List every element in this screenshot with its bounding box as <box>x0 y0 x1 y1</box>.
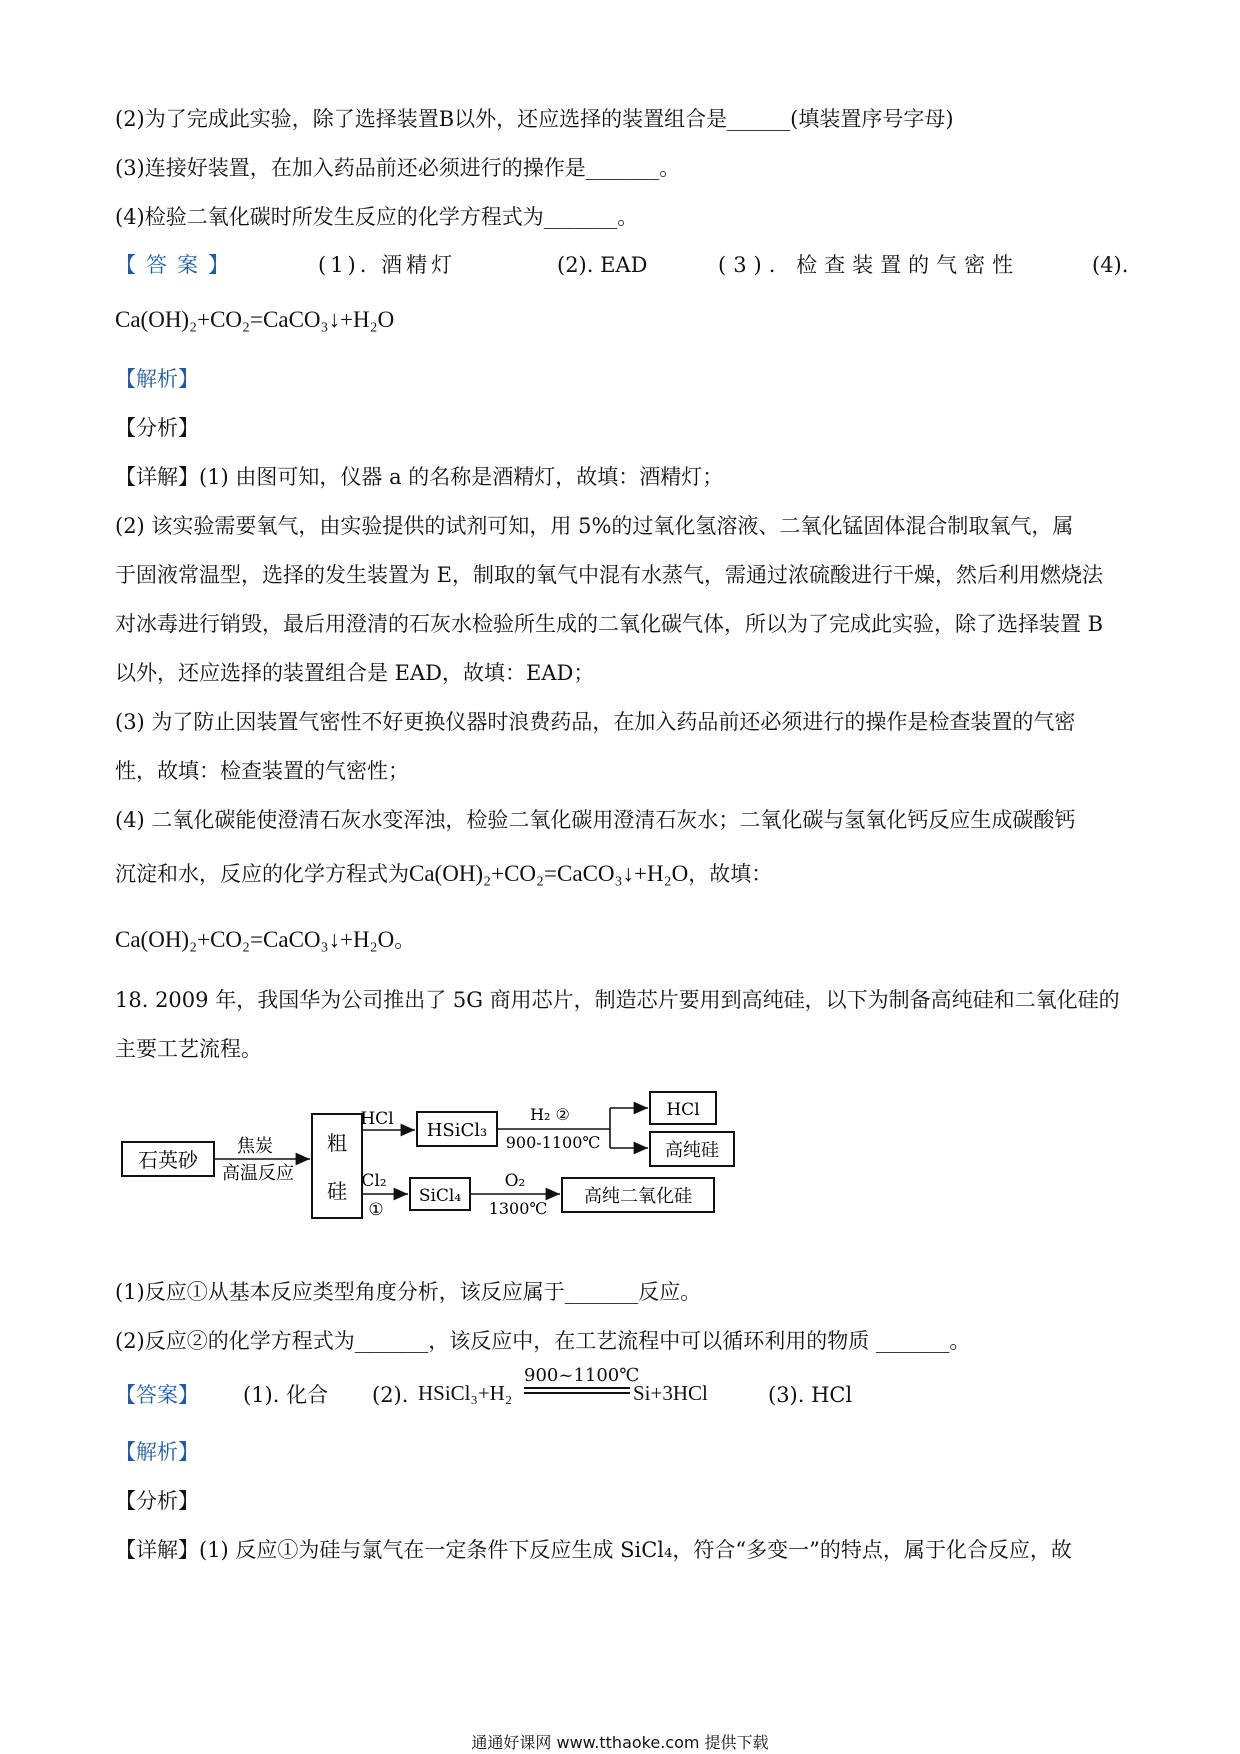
q17-detail-4c-post: 。 <box>394 928 416 952</box>
reaction-1-mark: ① <box>368 1200 384 1220</box>
q18-fenxi: 【分析】 <box>115 1489 199 1513</box>
q18-answer-label: 【答案】 <box>115 1383 199 1407</box>
q17-detail-3a: (3) 为了防止因装置气密性不好更换仪器时浪费药品，在加入药品前还必须进行的操作是检查装置的气密 <box>115 710 1076 734</box>
q18-part1: (1)反应①从基本反应类型角度分析，该反应属于_______反应。 <box>115 1280 702 1304</box>
q17-detail-4b <box>115 859 772 889</box>
crude-label-1: 粗 <box>327 1131 347 1155</box>
q17-detail-4b-equation: Ca(OH)₂+CO₂=CaCO₃↓+H₂O <box>409 861 689 886</box>
q17-part3: (3)连接好装置，在加入药品前还必须进行的操作是_______。 <box>115 156 681 180</box>
page-footer: 通通好课网 www.tthaoke.com 提供下载 <box>471 1733 769 1752</box>
q18-stem-2: 主要工艺流程。 <box>115 1037 262 1061</box>
q18-part2: (2)反应②的化学方程式为_______，该反应中，在工艺流程中可以循环利用的物质 _______。 <box>115 1329 971 1353</box>
q17-detail-2c: 对冰毒进行销毁，最后用澄清的石灰水检验所生成的二氧化碳气体，所以为了完成此实验，除了选择装置 B <box>115 612 1104 636</box>
q17-detail-3b: 性，故填：检查装置的气密性； <box>115 759 409 783</box>
process-flow-diagram <box>110 1090 790 1240</box>
hcl-out-label: HCl <box>666 1100 700 1120</box>
sicl4-label: SiCl₄ <box>418 1186 462 1206</box>
high-temp-label: 高温反应 <box>222 1163 294 1184</box>
q18-answer-2-cond-text: 900~1100℃ <box>524 1365 640 1386</box>
hcl-reagent: HCl <box>360 1109 394 1129</box>
q17-detail-4c <box>115 925 415 955</box>
q18-jiexi: 【解析】 <box>115 1440 199 1464</box>
q18-answer-2-condition <box>524 1365 640 1394</box>
coke-label: 焦炭 <box>237 1136 273 1157</box>
q18-detail-1: 【详解】(1) 反应①为硅与氯气在一定条件下反应生成 SiCl₄，符合“多变一”的特点，属于化合反应，故 <box>115 1538 1072 1562</box>
temp-condition-2: 1300℃ <box>488 1199 548 1218</box>
q17-answer-3: (3). 检查装置的气密性 <box>718 253 1021 277</box>
q18-answer-1: (1). 化合 <box>243 1383 329 1407</box>
crude-label-2: 硅 <box>327 1179 347 1203</box>
q17-answer-equation: Ca(OH)₂+CO₂=CaCO₃↓+H₂O <box>115 307 395 332</box>
q17-detail-4c-equation: Ca(OH)₂+CO₂=CaCO₃↓+H₂O <box>115 927 395 952</box>
q17-detail-1: 【详解】(1) 由图可知，仪器 a 的名称是酒精灯，故填：酒精灯； <box>115 465 724 489</box>
q17-detail-4b-post: ，故填： <box>688 862 773 886</box>
o2-reagent: O₂ <box>504 1171 526 1191</box>
h2-condition: H₂ ② <box>530 1105 570 1124</box>
quartz-label: 石英砂 <box>138 1148 198 1172</box>
q18-stem-1: 18. 2009 年，我国华为公司推出了 5G 商用芯片，制造芯片要用到高纯硅，以下为制备高纯硅和二氧化硅的 <box>115 988 1120 1012</box>
q17-answer-label: 【答案】 <box>115 253 239 277</box>
q18-answer-2-label: (2). <box>372 1383 409 1407</box>
q17-jiexi: 【解析】 <box>115 367 199 391</box>
q18-answer-2-right: Si+3HCl <box>633 1381 708 1405</box>
q17-answer-4: (4). <box>1092 253 1129 277</box>
q18-answer-2-left: HSiCl₃+H₂ <box>418 1381 513 1405</box>
q18-answer-3: (3). HCl <box>768 1383 853 1407</box>
q17-part2: (2)为了完成此实验，除了选择装置B以外，还应选择的装置组合是______(填装置序号字母) <box>115 107 954 131</box>
q17-detail-4b-pre: 沉淀和水，反应的化学方程式为 <box>115 862 409 886</box>
q17-detail-2a: (2) 该实验需要氧气，由实验提供的试剂可知，用 5%的过氧化氢溶液、二氧化锰固体混合制取氧气，属 <box>115 514 1074 538</box>
q17-detail-4a: (4) 二氧化碳能使澄清石灰水变浑浊，检验二氧化碳用澄清石灰水；二氧化碳与氢氧化钙反应生成碳酸钙 <box>115 808 1076 832</box>
temp-condition-1: 900-1100℃ <box>505 1133 601 1152</box>
pure-sio2-label: 高纯二氧化硅 <box>584 1186 692 1207</box>
q17-fenxi: 【分析】 <box>115 416 199 440</box>
cl2-reagent: Cl₂ <box>361 1171 387 1191</box>
q17-part4: (4)检验二氧化碳时所发生反应的化学方程式为_______。 <box>115 205 639 229</box>
pure-si-label: 高纯硅 <box>665 1140 719 1161</box>
q17-answer-1: (1). 酒精灯 <box>318 253 457 277</box>
q17-answer-row <box>0 250 1240 282</box>
equals-sign <box>524 1387 630 1394</box>
q17-answer-2: (2). EAD <box>557 253 648 277</box>
q18-answer-row <box>0 1365 1240 1420</box>
q17-detail-2b: 于固液常温型，选择的发生装置为 E，制取的氧气中混有水蒸气，需通过浓硫酸进行干燥，然后利用燃烧法 <box>115 563 1104 587</box>
hsicl3-label: HSiCl₃ <box>426 1120 488 1141</box>
q17-detail-2d: 以外，还应选择的装置组合是 EAD，故填：EAD； <box>115 661 595 685</box>
